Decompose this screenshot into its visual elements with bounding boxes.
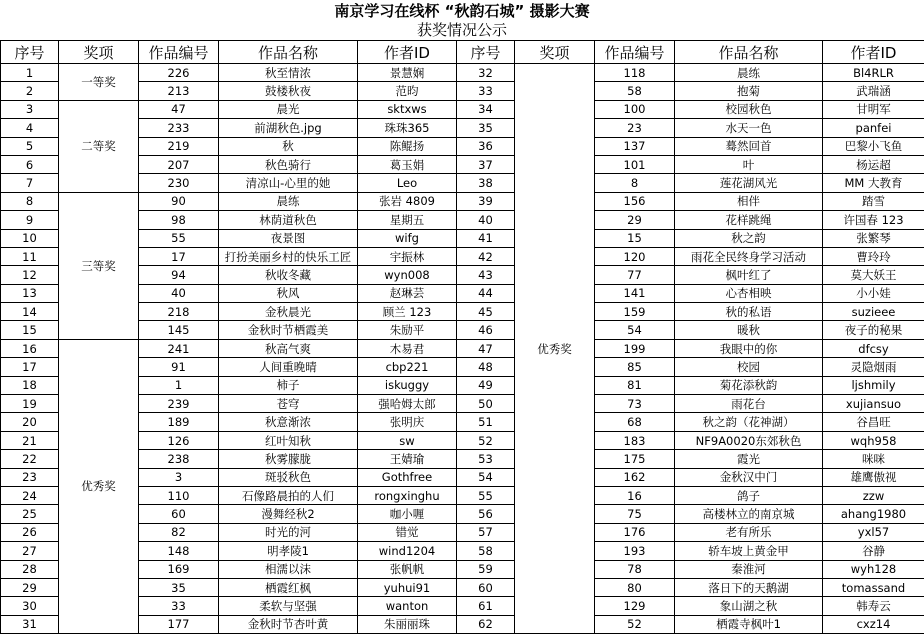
author-id: 王婧瑜 (358, 450, 457, 468)
work-id: 148 (139, 542, 219, 560)
work-name: 漫舞经秋2 (219, 505, 358, 523)
author-id: cxz14 (823, 615, 924, 633)
author-id: wanton (358, 597, 457, 615)
award-cell: 一等奖 (59, 64, 139, 101)
table-row (1, 339, 924, 357)
author-id: 踏雪 (823, 192, 924, 210)
work-name: 枫叶红了 (675, 266, 823, 284)
author-id: 灵隐烟雨 (823, 358, 924, 376)
work-id: 118 (595, 64, 675, 82)
work-name: 暖秋 (675, 321, 823, 339)
work-name: 老有所乐 (675, 523, 823, 541)
row-number: 34 (457, 100, 515, 118)
row-number: 29 (1, 578, 59, 596)
work-id: 218 (139, 303, 219, 321)
work-id: 193 (595, 542, 675, 560)
row-number: 42 (457, 247, 515, 265)
work-id: 141 (595, 284, 675, 302)
table-row (1, 303, 924, 321)
award-cell: 二等奖 (59, 100, 139, 192)
row-number: 21 (1, 431, 59, 449)
author-id: zzw (823, 486, 924, 504)
row-number: 28 (1, 560, 59, 578)
work-id: 60 (139, 505, 219, 523)
header-award: 奖项 (59, 41, 139, 64)
work-name: 清凉山-心里的她 (219, 174, 358, 192)
work-id: 55 (139, 229, 219, 247)
work-id: 230 (139, 174, 219, 192)
work-name: 轿车坡上黄金甲 (675, 542, 823, 560)
work-id: 91 (139, 358, 219, 376)
row-number: 30 (1, 597, 59, 615)
table-row (1, 450, 924, 468)
row-number: 46 (457, 321, 515, 339)
work-name: NF9A0020东郊秋色 (675, 431, 823, 449)
author-id: yuhui91 (358, 578, 457, 596)
work-id: 58 (595, 82, 675, 100)
work-id: 90 (139, 192, 219, 210)
work-name: 时光的河 (219, 523, 358, 541)
work-name: 金秋时节栖霞美 (219, 321, 358, 339)
header-no: 序号 (457, 41, 515, 64)
table-row (1, 155, 924, 173)
work-id: 68 (595, 413, 675, 431)
author-id: 杨运超 (823, 155, 924, 173)
author-id: Leo (358, 174, 457, 192)
work-id: 233 (139, 119, 219, 137)
row-number: 19 (1, 395, 59, 413)
table-row (1, 284, 924, 302)
work-id: 8 (595, 174, 675, 192)
table-row (1, 119, 924, 137)
row-number: 11 (1, 247, 59, 265)
author-id: 谷静 (823, 542, 924, 560)
table-row (1, 615, 924, 633)
work-name: 花样跳绳 (675, 211, 823, 229)
work-id: 33 (139, 597, 219, 615)
work-id: 176 (595, 523, 675, 541)
work-name: 金秋晨光 (219, 303, 358, 321)
work-id: 1 (139, 376, 219, 394)
row-number: 56 (457, 505, 515, 523)
work-id: 75 (595, 505, 675, 523)
work-name: 栖霞寺枫叶1 (675, 615, 823, 633)
table-row (1, 192, 924, 210)
row-number: 49 (457, 376, 515, 394)
work-name: 人间重晚晴 (219, 358, 358, 376)
work-id: 100 (595, 100, 675, 118)
table-row (1, 597, 924, 615)
author-id: 宇振林 (358, 247, 457, 265)
table-row (1, 100, 924, 118)
work-name: 相伴 (675, 192, 823, 210)
row-number: 7 (1, 174, 59, 192)
row-number: 62 (457, 615, 515, 633)
work-id: 213 (139, 82, 219, 100)
work-name: 叶 (675, 155, 823, 173)
author-id: suzieee (823, 303, 924, 321)
work-name: 莲花湖风光 (675, 174, 823, 192)
row-number: 1 (1, 64, 59, 82)
author-id: wyn008 (358, 266, 457, 284)
row-number: 13 (1, 284, 59, 302)
row-number: 25 (1, 505, 59, 523)
author-id: xujiansuo (823, 395, 924, 413)
header-work-id: 作品编号 (139, 41, 219, 64)
author-id: sktxws (358, 100, 457, 118)
work-name: 校园秋色 (675, 100, 823, 118)
row-number: 55 (457, 486, 515, 504)
table-row (1, 486, 924, 504)
work-id: 175 (595, 450, 675, 468)
work-name: 打扮美丽乡村的快乐工匠 (219, 247, 358, 265)
row-number: 51 (457, 413, 515, 431)
work-id: 183 (595, 431, 675, 449)
work-id: 207 (139, 155, 219, 173)
work-id: 162 (595, 468, 675, 486)
table-row (1, 413, 924, 431)
author-id: 张明庆 (358, 413, 457, 431)
row-number: 4 (1, 119, 59, 137)
author-id: 雄鹰傲视 (823, 468, 924, 486)
table-row (1, 229, 924, 247)
author-id: panfei (823, 119, 924, 137)
work-id: 189 (139, 413, 219, 431)
work-id: 94 (139, 266, 219, 284)
work-name: 秋收冬藏 (219, 266, 358, 284)
work-name: 相濡以沫 (219, 560, 358, 578)
work-name: 林荫道秋色 (219, 211, 358, 229)
row-number: 20 (1, 413, 59, 431)
row-number: 53 (457, 450, 515, 468)
work-name: 秋意渐浓 (219, 413, 358, 431)
row-number: 32 (457, 64, 515, 82)
row-number: 57 (457, 523, 515, 541)
table-row (1, 542, 924, 560)
work-name: 明孝陵1 (219, 542, 358, 560)
work-id: 15 (595, 229, 675, 247)
work-id: 29 (595, 211, 675, 229)
row-number: 36 (457, 137, 515, 155)
author-id: wqh958 (823, 431, 924, 449)
work-id: 126 (139, 431, 219, 449)
author-id: 张繁琴 (823, 229, 924, 247)
row-number: 50 (457, 395, 515, 413)
author-id: Gothfree (358, 468, 457, 486)
author-id: dfcsy (823, 339, 924, 357)
row-number: 26 (1, 523, 59, 541)
work-name: 栖霞红枫 (219, 578, 358, 596)
table-row (1, 560, 924, 578)
work-name: 秋之韵（花神湖） (675, 413, 823, 431)
work-name: 晨光 (219, 100, 358, 118)
author-id: 巴黎小飞鱼 (823, 137, 924, 155)
work-id: 159 (595, 303, 675, 321)
row-number: 27 (1, 542, 59, 560)
work-name: 水天一色 (675, 119, 823, 137)
work-id: 169 (139, 560, 219, 578)
work-id: 3 (139, 468, 219, 486)
award-cell: 优秀奖 (59, 339, 139, 633)
row-number: 6 (1, 155, 59, 173)
header-award: 奖项 (515, 41, 595, 64)
work-name: 秋色骑行 (219, 155, 358, 173)
author-id: 陈鲲扬 (358, 137, 457, 155)
work-name: 高楼林立的南京城 (675, 505, 823, 523)
author-id: tomassand (823, 578, 924, 596)
work-name: 秋风 (219, 284, 358, 302)
row-number: 15 (1, 321, 59, 339)
table-row (1, 321, 924, 339)
row-number: 58 (457, 542, 515, 560)
author-id: wind1204 (358, 542, 457, 560)
work-id: 40 (139, 284, 219, 302)
author-id: wyh128 (823, 560, 924, 578)
row-number: 38 (457, 174, 515, 192)
author-id: 小小娃 (823, 284, 924, 302)
work-name: 晨练 (675, 64, 823, 82)
row-number: 14 (1, 303, 59, 321)
work-name: 红叶知秋 (219, 431, 358, 449)
row-number: 39 (457, 192, 515, 210)
work-name: 秋至情浓 (219, 64, 358, 82)
row-number: 16 (1, 339, 59, 357)
row-number: 54 (457, 468, 515, 486)
work-id: 73 (595, 395, 675, 413)
work-name: 雨花全民终身学习活动 (675, 247, 823, 265)
author-id: wifg (358, 229, 457, 247)
table-row (1, 64, 924, 82)
page-title: 南京学习在线杯 “秋韵石城” 摄影大赛 (334, 2, 590, 20)
row-number: 8 (1, 192, 59, 210)
author-id: 星期五 (358, 211, 457, 229)
author-id: 朱丽丽珠 (358, 615, 457, 633)
table-row (1, 174, 924, 192)
work-id: 81 (595, 376, 675, 394)
row-number: 52 (457, 431, 515, 449)
author-id: sw (358, 431, 457, 449)
work-name: 心杏相映 (675, 284, 823, 302)
table-row (1, 468, 924, 486)
table-row (1, 266, 924, 284)
author-id: 夜子的秘果 (823, 321, 924, 339)
work-id: 17 (139, 247, 219, 265)
author-id: 莫大妖王 (823, 266, 924, 284)
header-author-id: 作者ID (358, 41, 457, 64)
work-id: 85 (595, 358, 675, 376)
work-id: 145 (139, 321, 219, 339)
row-number: 23 (1, 468, 59, 486)
work-name: 柔软与坚强 (219, 597, 358, 615)
row-number: 60 (457, 578, 515, 596)
author-id: 葛玉娟 (358, 155, 457, 173)
table-row (1, 505, 924, 523)
work-id: 80 (595, 578, 675, 596)
award-cell: 优秀奖 (515, 64, 595, 634)
work-name: 霞光 (675, 450, 823, 468)
row-number: 5 (1, 137, 59, 155)
work-name: 秋高气爽 (219, 339, 358, 357)
work-id: 137 (595, 137, 675, 155)
author-id: 张帆帆 (358, 560, 457, 578)
work-name: 金秋汉中门 (675, 468, 823, 486)
author-id: yxl57 (823, 523, 924, 541)
work-name: 金秋时节杏叶黄 (219, 615, 358, 633)
row-number: 12 (1, 266, 59, 284)
author-id: 曹玲玲 (823, 247, 924, 265)
author-id: 甘明军 (823, 100, 924, 118)
work-id: 156 (595, 192, 675, 210)
work-name: 雨花台 (675, 395, 823, 413)
work-id: 98 (139, 211, 219, 229)
row-number: 10 (1, 229, 59, 247)
work-name: 秋之韵 (675, 229, 823, 247)
work-id: 82 (139, 523, 219, 541)
row-number: 9 (1, 211, 59, 229)
author-id: ahang1980 (823, 505, 924, 523)
table-row (1, 211, 924, 229)
work-name: 晨练 (219, 192, 358, 210)
work-name: 落日下的天鹅湖 (675, 578, 823, 596)
row-number: 33 (457, 82, 515, 100)
work-id: 16 (595, 486, 675, 504)
author-id: 咪咪 (823, 450, 924, 468)
table-row (1, 578, 924, 596)
row-number: 31 (1, 615, 59, 633)
row-number: 2 (1, 82, 59, 100)
author-id: 错觉 (358, 523, 457, 541)
row-number: 44 (457, 284, 515, 302)
author-id: iskuggy (358, 376, 457, 394)
work-id: 101 (595, 155, 675, 173)
author-id: 木易君 (358, 339, 457, 357)
work-id: 226 (139, 64, 219, 82)
row-number: 59 (457, 560, 515, 578)
work-id: 52 (595, 615, 675, 633)
work-name: 柿子 (219, 376, 358, 394)
work-id: 77 (595, 266, 675, 284)
award-cell: 三等奖 (59, 192, 139, 339)
work-name: 秋雾朦胧 (219, 450, 358, 468)
author-id: ljshmily (823, 376, 924, 394)
row-number: 43 (457, 266, 515, 284)
work-name: 前湖秋色.jpg (219, 119, 358, 137)
header-no: 序号 (1, 41, 59, 64)
work-name: 我眼中的你 (675, 339, 823, 357)
work-name: 抱菊 (675, 82, 823, 100)
work-id: 110 (139, 486, 219, 504)
work-id: 177 (139, 615, 219, 633)
work-name: 苍穹 (219, 395, 358, 413)
table-row (1, 431, 924, 449)
work-id: 35 (139, 578, 219, 596)
work-name: 石像路晨拍的人们 (219, 486, 358, 504)
row-number: 24 (1, 486, 59, 504)
row-number: 61 (457, 597, 515, 615)
work-name: 斑驳秋色 (219, 468, 358, 486)
author-id: 朱励平 (358, 321, 457, 339)
work-id: 239 (139, 395, 219, 413)
row-number: 47 (457, 339, 515, 357)
page-subtitle: 获奖情况公示 (416, 21, 507, 39)
author-id: 韩寿云 (823, 597, 924, 615)
work-id: 47 (139, 100, 219, 118)
row-number: 41 (457, 229, 515, 247)
work-id: 23 (595, 119, 675, 137)
row-number: 37 (457, 155, 515, 173)
table-row (1, 376, 924, 394)
work-id: 54 (595, 321, 675, 339)
author-id: 强哈姆太郎 (358, 395, 457, 413)
table-row (1, 82, 924, 100)
work-id: 238 (139, 450, 219, 468)
work-name: 秋的私语 (675, 303, 823, 321)
row-number: 45 (457, 303, 515, 321)
author-id: 咖小喱 (358, 505, 457, 523)
header-work-id: 作品编号 (595, 41, 675, 64)
author-id: 武瑞涵 (823, 82, 924, 100)
work-id: 78 (595, 560, 675, 578)
row-number: 18 (1, 376, 59, 394)
work-id: 199 (595, 339, 675, 357)
work-name: 校园 (675, 358, 823, 376)
author-id: cbp221 (358, 358, 457, 376)
table-row (1, 395, 924, 413)
author-id: 谷昌旺 (823, 413, 924, 431)
awards-table (0, 40, 924, 634)
work-id: 129 (595, 597, 675, 615)
row-number: 48 (457, 358, 515, 376)
author-id: 赵琳芸 (358, 284, 457, 302)
work-id: 120 (595, 247, 675, 265)
author-id: 珠珠365 (358, 119, 457, 137)
author-id: 顾兰 123 (358, 303, 457, 321)
table-row (1, 137, 924, 155)
work-name: 蓦然回首 (675, 137, 823, 155)
row-number: 40 (457, 211, 515, 229)
row-number: 17 (1, 358, 59, 376)
work-name: 秦淮河 (675, 560, 823, 578)
table-row (1, 523, 924, 541)
header-row (1, 41, 924, 64)
header-work-name: 作品名称 (219, 41, 358, 64)
table-row (1, 247, 924, 265)
row-number: 35 (457, 119, 515, 137)
header-author-id: 作者ID (823, 41, 924, 64)
author-id: 范昀 (358, 82, 457, 100)
work-name: 鼓楼秋夜 (219, 82, 358, 100)
work-id: 219 (139, 137, 219, 155)
work-name: 秋 (219, 137, 358, 155)
table-row (1, 358, 924, 376)
author-id: MM 大教育 (823, 174, 924, 192)
row-number: 22 (1, 450, 59, 468)
work-name: 菊花添秋韵 (675, 376, 823, 394)
work-id: 241 (139, 339, 219, 357)
work-name: 鸽子 (675, 486, 823, 504)
author-id: rongxinghu (358, 486, 457, 504)
author-id: Bl4RLR (823, 64, 924, 82)
author-id: 许国春 123 (823, 211, 924, 229)
header-work-name: 作品名称 (675, 41, 823, 64)
author-id: 景慧娴 (358, 64, 457, 82)
row-number: 3 (1, 100, 59, 118)
work-name: 象山湖之秋 (675, 597, 823, 615)
author-id: 张岩 4809 (358, 192, 457, 210)
work-name: 夜景图 (219, 229, 358, 247)
